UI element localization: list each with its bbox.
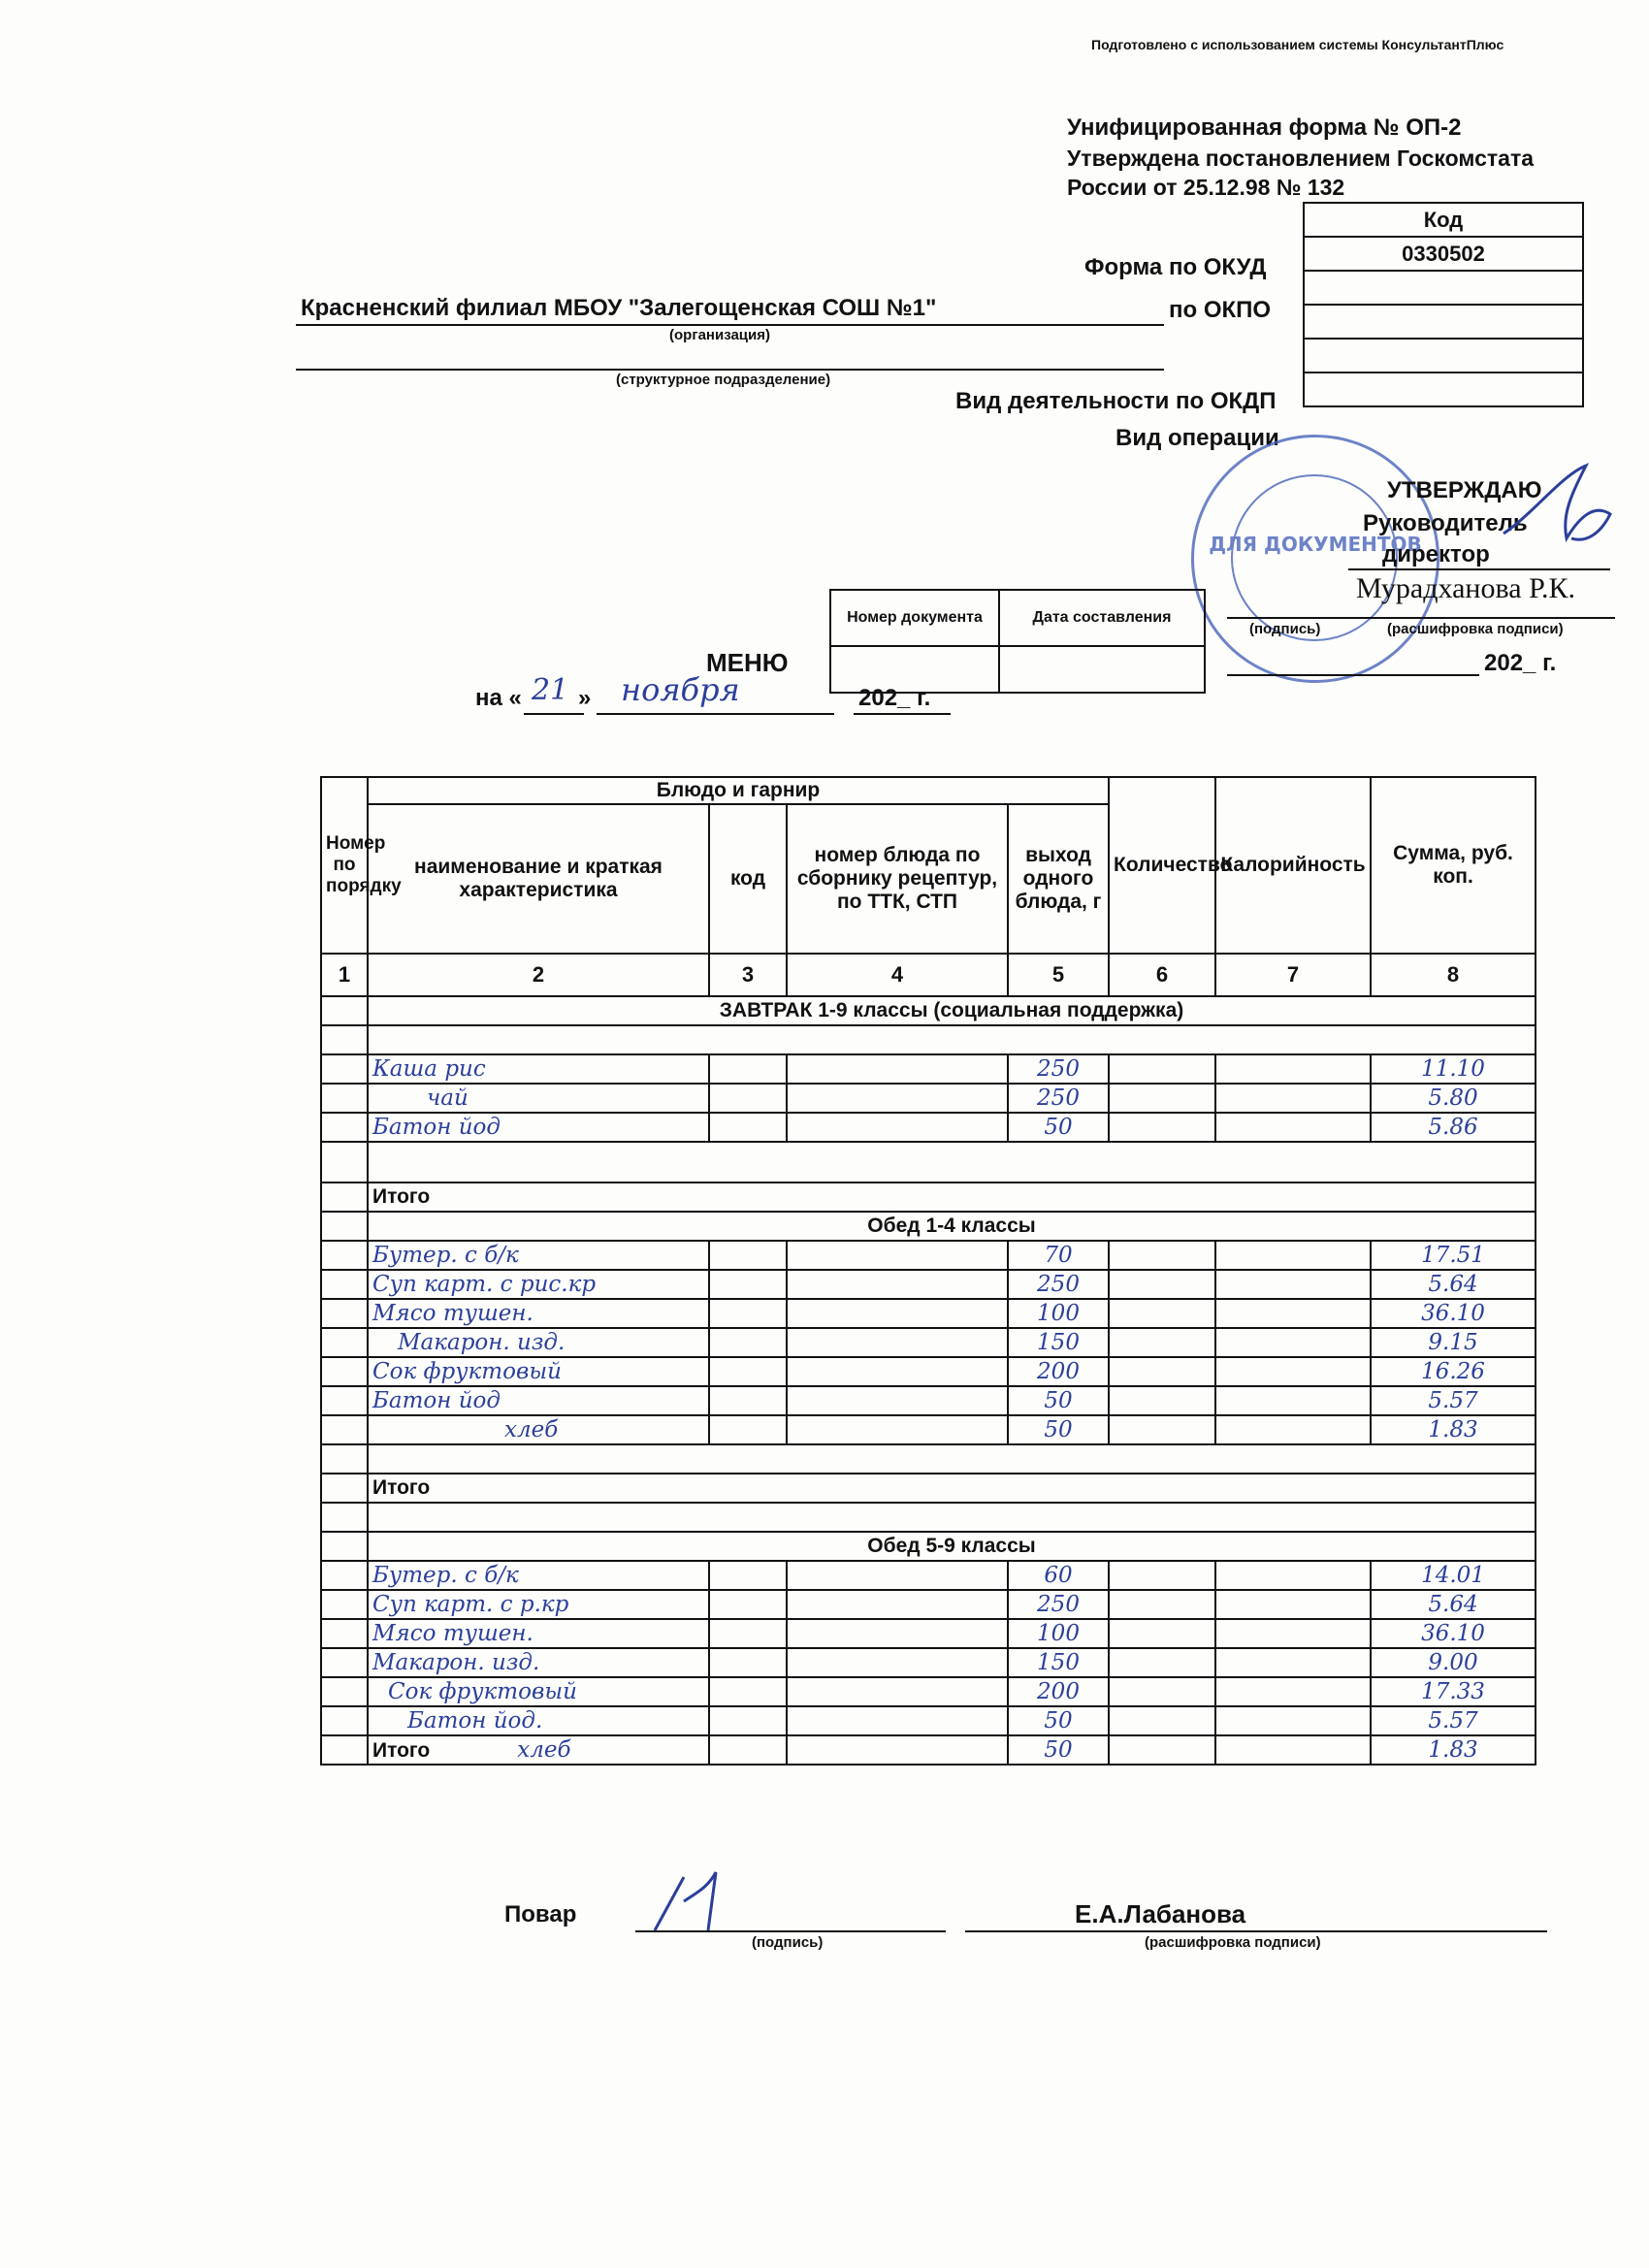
- approval-date-line: [1227, 674, 1479, 676]
- dish-sum: 5.86: [1371, 1113, 1536, 1142]
- dish-name: хлеб: [517, 1737, 571, 1763]
- col-number-6: 6: [1109, 954, 1215, 996]
- header-num: Номер по порядку: [321, 777, 368, 954]
- docnum-date-value: [999, 646, 1205, 693]
- approval-year-prefix: 202: [1484, 650, 1524, 676]
- dish-sum: 5.64: [1371, 1270, 1536, 1299]
- dish-sum: 17.51: [1371, 1241, 1536, 1270]
- dish-output: 50: [1008, 1113, 1109, 1142]
- header-dish-group: Блюдо и гарнир: [368, 777, 1109, 804]
- year-line: [854, 713, 951, 715]
- section-title: Обед 5-9 классы: [368, 1532, 1536, 1561]
- dish-sum: 5.57: [1371, 1706, 1536, 1735]
- table-row: [321, 1648, 1536, 1677]
- cook-sign-caption: (подпись): [752, 1934, 824, 1951]
- month-line: [597, 713, 834, 715]
- dish-sum: 1.83: [1371, 1415, 1536, 1444]
- section-total: Итого: [372, 1739, 431, 1762]
- table-row: [321, 1386, 1536, 1415]
- dish-output: 70: [1008, 1241, 1109, 1270]
- cook-decode-caption: (расшифровка подписи): [1145, 1934, 1321, 1951]
- dish-name: Батон йод: [368, 1113, 709, 1142]
- table-row: [321, 1415, 1536, 1444]
- header-sum: Сумма, руб. коп.: [1371, 777, 1536, 954]
- approval-title: УТВЕРЖДАЮ: [1387, 477, 1542, 503]
- cook-decode-line: [965, 1930, 1547, 1932]
- position-line: [1348, 568, 1610, 570]
- dish-output: 250: [1008, 1270, 1109, 1299]
- form-title: Унифицированная форма № ОП-2: [1067, 114, 1462, 141]
- col-number-7: 7: [1215, 954, 1371, 996]
- col-number-3: 3: [709, 954, 787, 996]
- approval-sign-caption: (подпись): [1249, 621, 1321, 637]
- dish-output: 100: [1008, 1299, 1109, 1328]
- dish-name: Бутер. с б/к: [368, 1241, 709, 1270]
- menu-title: МЕНЮ: [706, 648, 789, 677]
- dish-output: 50: [1008, 1735, 1109, 1765]
- okdp-value: [1304, 339, 1583, 373]
- table-row: [321, 1590, 1536, 1619]
- dish-name: Макарон. изд.: [368, 1328, 709, 1357]
- col-number-5: 5: [1008, 954, 1109, 996]
- header-qty: Количество: [1109, 777, 1215, 954]
- header-name: наименование и краткая характеристика: [368, 804, 709, 954]
- table-row: [321, 1270, 1536, 1299]
- org-name: Красненский филиал МБОУ "Залегощенская СОШ №1": [301, 295, 937, 321]
- dish-name: Мясо тушен.: [368, 1619, 709, 1648]
- cook-sign-line: [635, 1930, 946, 1932]
- operation-label: Вид операции: [1116, 425, 1279, 451]
- dish-name: Макарон. изд.: [368, 1648, 709, 1677]
- dish-output: 50: [1008, 1386, 1109, 1415]
- approval-decode-caption: (расшифровка подписи): [1387, 621, 1564, 637]
- dish-output: 150: [1008, 1648, 1109, 1677]
- org-line: [296, 324, 1164, 326]
- dish-output: 250: [1008, 1590, 1109, 1619]
- day-line: [524, 713, 584, 715]
- section-title: Обед 1-4 классы: [368, 1212, 1536, 1241]
- menu-date: [475, 685, 522, 712]
- okud-label: Форма по ОКУД: [1084, 254, 1267, 280]
- org-caption: (организация): [669, 327, 770, 343]
- dish-sum: 17.33: [1371, 1677, 1536, 1706]
- docnum-col-date: Дата составления: [999, 590, 1205, 646]
- dish-name: Бутер. с б/к: [368, 1561, 709, 1590]
- menu-table: [320, 776, 1536, 1766]
- table-row: [321, 1241, 1536, 1270]
- approval-sign-line: [1227, 617, 1615, 619]
- table-row: [321, 1328, 1536, 1357]
- dish-sum: 5.80: [1371, 1084, 1536, 1113]
- menu-year-prefix: 202: [858, 685, 898, 711]
- dish-name: хлеб: [368, 1415, 709, 1444]
- dish-name: Суп карт. с р.кр: [368, 1590, 709, 1619]
- dish-sum: 1.83: [1371, 1735, 1536, 1765]
- dish-output: 250: [1008, 1054, 1109, 1084]
- menu-day: 21: [532, 673, 569, 707]
- menu-year: 202_ г.: [858, 685, 931, 711]
- operation-value: [1304, 373, 1583, 406]
- okud-value: 0330502: [1304, 237, 1583, 271]
- approved-line2: России от 25.12.98 № 132: [1067, 175, 1345, 200]
- dish-name: Батон йод.: [368, 1706, 709, 1735]
- table-row: [321, 1054, 1536, 1084]
- col-number-4: 4: [787, 954, 1008, 996]
- cook-label: Повар: [504, 1901, 577, 1928]
- approval-role: Руководитель: [1363, 510, 1528, 536]
- dish-name: Сок фруктовый: [368, 1357, 709, 1386]
- okpo-label: по ОКПО: [1169, 297, 1272, 323]
- okpo-extra: [1304, 305, 1583, 339]
- table-row: [321, 1299, 1536, 1328]
- dish-output: 200: [1008, 1677, 1109, 1706]
- dish-output: 200: [1008, 1357, 1109, 1386]
- approval-signature: [1494, 456, 1630, 563]
- codes-head: Код: [1304, 203, 1583, 237]
- cook-name: Е.А.Лабанова: [1075, 1899, 1246, 1928]
- dish-output: 150: [1008, 1328, 1109, 1357]
- dish-output: 50: [1008, 1706, 1109, 1735]
- cook-signature: [640, 1863, 757, 1940]
- table-row: [321, 1706, 1536, 1735]
- dish-name: Суп карт. с рис.кр: [368, 1270, 709, 1299]
- dish-sum: 16.26: [1371, 1357, 1536, 1386]
- approval-position: директор: [1382, 541, 1490, 567]
- dish-output: 50: [1008, 1415, 1109, 1444]
- menu-date-open-quote: «: [508, 685, 522, 711]
- menu-date-on: на: [475, 685, 502, 711]
- header-output: выход одного блюда, г: [1008, 804, 1109, 954]
- consultant-note: Подготовлено с использованием системы КонсультантПлюс: [1091, 37, 1504, 52]
- dish-sum: 5.64: [1371, 1590, 1536, 1619]
- unit-caption: (структурное подразделение): [616, 372, 831, 388]
- codes-table: [1303, 202, 1584, 407]
- dish-name: Мясо тушен.: [368, 1299, 709, 1328]
- table-row: [321, 1357, 1536, 1386]
- approval-year-suffix: г.: [1542, 650, 1557, 676]
- dish-name: Батон йод: [368, 1386, 709, 1415]
- dish-output: 250: [1008, 1084, 1109, 1113]
- col-number-1: 1: [321, 954, 368, 996]
- table-row: [321, 1619, 1536, 1648]
- docnum-col-number: Номер документа: [830, 590, 999, 646]
- col-number-8: 8: [1371, 954, 1536, 996]
- header-cal: Калорийность: [1215, 777, 1371, 954]
- approval-year: 202_ г.: [1484, 650, 1557, 676]
- dish-sum: 9.15: [1371, 1328, 1536, 1357]
- approval-name: Мурадханова Р.К.: [1356, 572, 1576, 604]
- table-row: [321, 1677, 1536, 1706]
- dish-sum: 36.10: [1371, 1619, 1536, 1648]
- dish-sum: 36.10: [1371, 1299, 1536, 1328]
- approved-line1: Утверждена постановлением Госкомстата: [1067, 146, 1535, 171]
- table-row: [321, 1735, 1536, 1765]
- table-row: [321, 1561, 1536, 1590]
- section-total: Итого: [368, 1474, 1536, 1503]
- dish-name: Каша рис: [368, 1054, 709, 1084]
- menu-month: ноября: [621, 671, 740, 708]
- section-total: Итого: [368, 1183, 1536, 1212]
- col-number-2: 2: [368, 954, 709, 996]
- menu-date-close-quote: »: [578, 685, 592, 711]
- section-title: ЗАВТРАК 1-9 классы (социальная поддержка): [368, 996, 1536, 1025]
- stamp-text: ДЛЯ ДОКУМЕНТОВ: [1209, 533, 1422, 556]
- dish-sum: 11.10: [1371, 1054, 1536, 1084]
- unit-line: [296, 369, 1164, 371]
- header-code: код: [709, 804, 787, 954]
- doc-number-table: [829, 589, 1206, 694]
- okpo-value: [1304, 271, 1583, 305]
- okdp-label: Вид деятельности по ОКДП: [955, 388, 1277, 414]
- dish-sum: 14.01: [1371, 1561, 1536, 1590]
- menu-year-suffix: г.: [917, 685, 931, 711]
- dish-name: чай: [368, 1084, 709, 1113]
- dish-output: 60: [1008, 1561, 1109, 1590]
- dish-sum: 5.57: [1371, 1386, 1536, 1415]
- dish-output: 100: [1008, 1619, 1109, 1648]
- dish-sum: 9.00: [1371, 1648, 1536, 1677]
- dish-name: Сок фруктовый: [368, 1677, 709, 1706]
- header-recipe: номер блюда по сборнику рецептур, по ТТК, СТП: [787, 804, 1008, 954]
- table-row: [321, 1113, 1536, 1142]
- table-row: [321, 1084, 1536, 1113]
